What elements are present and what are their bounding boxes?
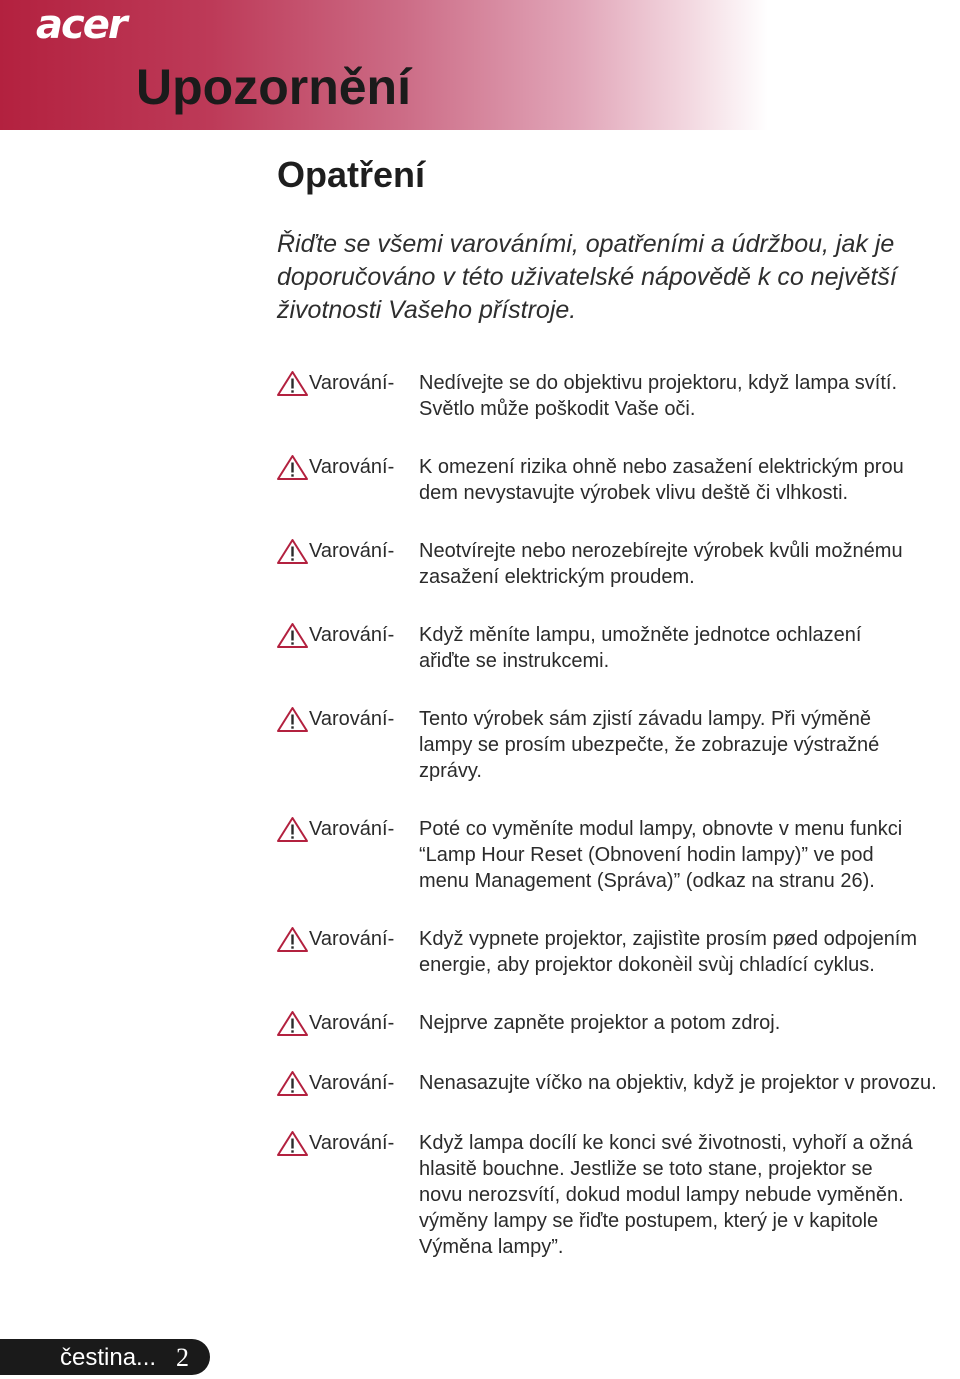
- warning-triangle-icon: [276, 926, 309, 954]
- section-title: Opatření: [277, 154, 426, 195]
- acer-logo: acer: [36, 2, 126, 48]
- warning-item: [276, 926, 960, 978]
- warning-label: Varování-: [309, 1072, 395, 1094]
- warning-triangle-icon: [276, 370, 309, 398]
- warning-label: Varování-: [309, 928, 395, 950]
- warning-label: Varování-: [309, 540, 395, 562]
- warning-label: Varování-: [309, 818, 395, 840]
- warning-text: Když vypnete projektor, zajistìte prosím pøed odpojením energie, aby projektor dokonèil svùj chladící cyklus.: [419, 928, 918, 976]
- warning-item: [276, 816, 960, 894]
- page-title: Upozornění: [136, 59, 411, 115]
- warning-text: Poté co vyměníte modul lampy, obnovte v menu funkci “Lamp Hour Reset (Obnovení hodin lampy)” ve pod menu Management (Správa)” (odkaz na stranu 26).: [419, 818, 903, 892]
- warning-text: Nejprve zapněte projektor a potom zdroj.: [419, 1012, 781, 1034]
- warning-text: Neotvírejte nebo nerozebírejte výrobek kvůli možnému zasažení elektrickým proudem.: [419, 540, 903, 588]
- footer-language: čestina...: [60, 1344, 157, 1371]
- warning-item: [276, 1010, 960, 1038]
- page-number: 2: [176, 1343, 189, 1372]
- warning-triangle-icon: [276, 1070, 309, 1098]
- warning-triangle-icon: [276, 816, 309, 844]
- warning-text: Když lampa docílí ke konci své životnosti, vyhoří a ožná hlasitě bouchne. Jestliže se toto stane, projektor se novu nerozsvítí, dokud modul lampy nebude vyměněn. výměny lampy se řiďte postupem, který je v kapitole Výměna lampy”.: [419, 1132, 913, 1258]
- warning-label: Varování-: [309, 1132, 395, 1154]
- warning-item: [276, 454, 960, 506]
- warning-list: [276, 370, 960, 1260]
- warning-text: K omezení rizika ohně nebo zasažení elektrickým prou dem nevystavujte výrobek vlivu deště či vlhkosti.: [419, 456, 904, 504]
- warning-item: [276, 706, 960, 784]
- warning-label: Varování-: [309, 708, 395, 730]
- warning-text: Nenasazujte víčko na objektiv, když je projektor v provozu.: [419, 1072, 937, 1094]
- warning-triangle-icon: [276, 622, 309, 650]
- warning-item: [276, 538, 960, 590]
- warning-triangle-icon: [276, 538, 309, 566]
- warning-text: Tento výrobek sám zjistí závadu lampy. Při výměně lampy se prosím ubezpečte, že zobrazuje výstražné zprávy.: [419, 708, 880, 782]
- warning-triangle-icon: [276, 1130, 309, 1158]
- warning-label: Varování-: [309, 372, 395, 394]
- intro-paragraph: Řiďte se všemi varováními, opatřeními a údržbou, jak je doporučováno v této uživatelské nápovědě k co největší životnosti Vašeho přístroje.: [277, 230, 897, 324]
- warning-triangle-icon: [276, 454, 309, 482]
- warning-item: [276, 622, 960, 674]
- warning-label: Varování-: [309, 624, 395, 646]
- warning-label: Varování-: [309, 1012, 395, 1034]
- warning-item: [276, 370, 960, 422]
- warning-text: Nedívejte se do objektivu projektoru, když lampa svítí. Světlo může poškodit Vaše oči.: [419, 372, 898, 420]
- warning-triangle-icon: [276, 706, 309, 734]
- warning-label: Varování-: [309, 456, 395, 478]
- warning-item: [276, 1070, 960, 1098]
- warning-triangle-icon: [276, 1010, 309, 1038]
- warning-text: Když měníte lampu, umožněte jednotce ochlazení ařiďte se instrukcemi.: [419, 624, 862, 672]
- warning-item: [276, 1130, 960, 1260]
